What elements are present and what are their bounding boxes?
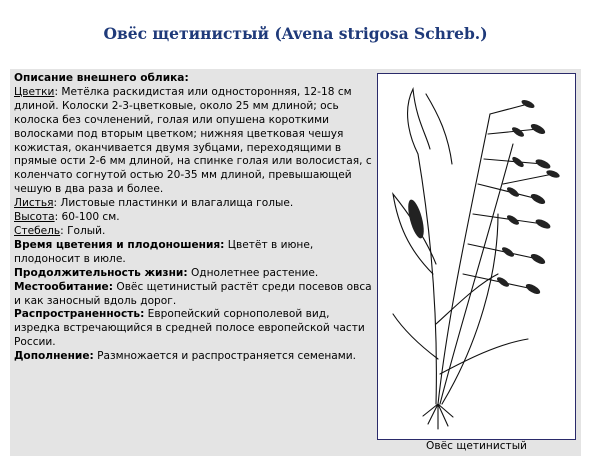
oat-plant-drawing-icon — [378, 74, 575, 439]
page-title: Овёс щетинистый (Avena strigosa Schreb.) — [103, 24, 488, 43]
leaves-label: Листья — [14, 197, 54, 210]
description-heading: Описание внешнего облика: — [14, 72, 189, 84]
fact-distribution-heading: Распространенность: — [14, 308, 145, 321]
fact-addition-text: Размножается и распространяется семенами. — [93, 350, 357, 363]
fact-distribution-text: Европейский сорнополевой вид, изредка встречающийся в средней полосе европейской части России. — [14, 308, 365, 349]
fact-distribution — [14, 308, 374, 350]
fact-habitat-heading: Местообитание: — [14, 280, 113, 293]
description-block — [14, 72, 374, 364]
illustration-caption: Овёс щетинистый — [426, 440, 527, 452]
fact-habitat-text: Овёс щетинистый растёт среди посевов овса и как заносный вдоль дорог. — [14, 280, 372, 307]
fact-lifespan-heading: Продолжительность жизни: — [14, 266, 188, 279]
height-text: : 60-100 см. — [54, 211, 120, 224]
fact-addition — [14, 350, 374, 364]
fact-flowering — [14, 239, 374, 267]
fact-flowering-heading: Время цветения и плодоношения: — [14, 238, 225, 251]
stem-label: Стебель — [14, 224, 61, 237]
height-label: Высота — [14, 211, 55, 224]
fact-addition-heading: Дополнение: — [14, 350, 94, 363]
fact-lifespan — [14, 267, 374, 281]
stem-text: : Голый. — [60, 224, 106, 237]
plant-illustration — [377, 73, 576, 440]
flowers-text: : Метёлка раскидистая или односторонняя, 12-18 см длиной. Колоски 2-3-цветковые, около 25 мм длиной; ось колоска без сочленений, голая или опушена короткими волосками под вторым цветком; нижняя цветковая чешуя кожистая, оканчивается двумя зубцами, переходящими в прямые ости 2-6 мм длиной, на спинке голая или волосистая, с коленчато согнутой остью 20-35 мм длиной, превышающей чешую в два раза и более. — [14, 85, 372, 196]
flowers-label: Цветки — [14, 85, 55, 98]
fact-lifespan-text: Однолетнее растение. — [187, 266, 319, 279]
fact-flowering-text: Цветёт в июне, плодоносит в июле. — [14, 238, 314, 265]
fact-habitat — [14, 281, 374, 309]
leaves-text: : Листовые пластинки и влагалища голые. — [53, 197, 294, 210]
